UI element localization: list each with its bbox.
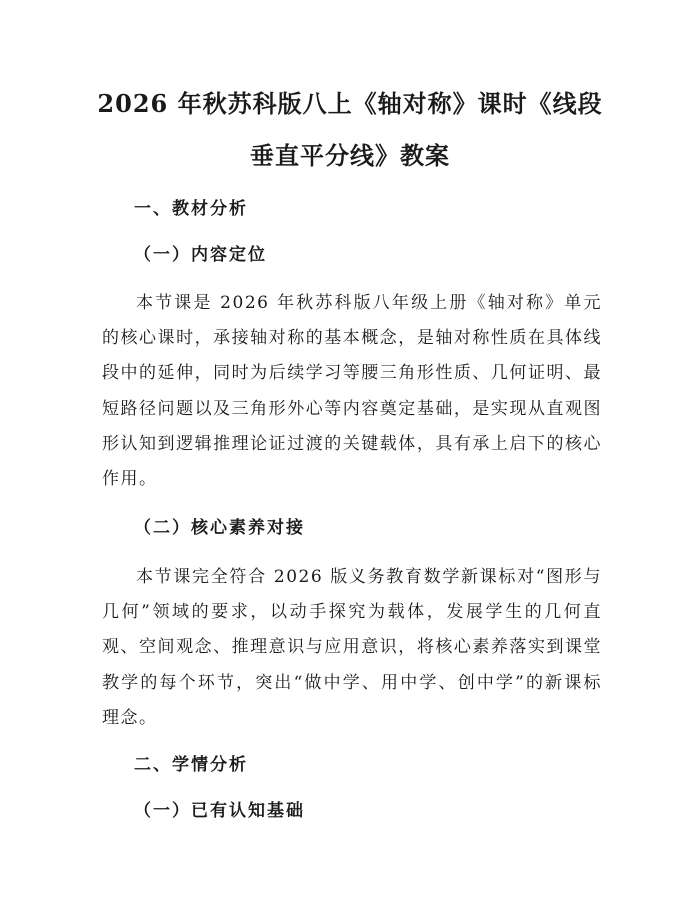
document-title-line-2: 垂直平分线》教案 <box>250 141 450 170</box>
paragraph-core-literacy: 本节课完全符合 2026 版义务教育数学新课标对“图形与几何”领域的要求，以动手探究为载体，发展学生的几何直观、空间观念、推理意识与应用意识，将核心素养落实到课堂教学的每个环节，突出“做中学、用中学、创中学”的新课标理念。 <box>102 567 602 728</box>
subsection-heading-core-literacy: （二）核心素养对接 <box>134 518 305 538</box>
paragraph-content-positioning: 本节课是 2026 年秋苏科版八年级上册《轴对称》单元的核心课时，承接轴对称的基本概念，是轴对称性质在具体线段中的延伸，同时为后续学习等腰三角形性质、几何证明、最短路径问题以及三角形外心等内容奠定基础，是实现从直观图形认知到逻辑推理论证过渡的关键载体，具有承上启下的核心作用。 <box>102 293 602 490</box>
document-title-line-1: 2026 年秋苏科版八上《轴对称》课时《线段 <box>97 89 603 118</box>
subsection-heading-content-positioning: （一）内容定位 <box>134 245 267 265</box>
section-heading-textbook-analysis: 一、教材分析 <box>134 199 248 219</box>
section-heading-learner-analysis: 二、学情分析 <box>134 755 248 775</box>
subsection-heading-existing-knowledge: （一）已有认知基础 <box>134 801 305 821</box>
